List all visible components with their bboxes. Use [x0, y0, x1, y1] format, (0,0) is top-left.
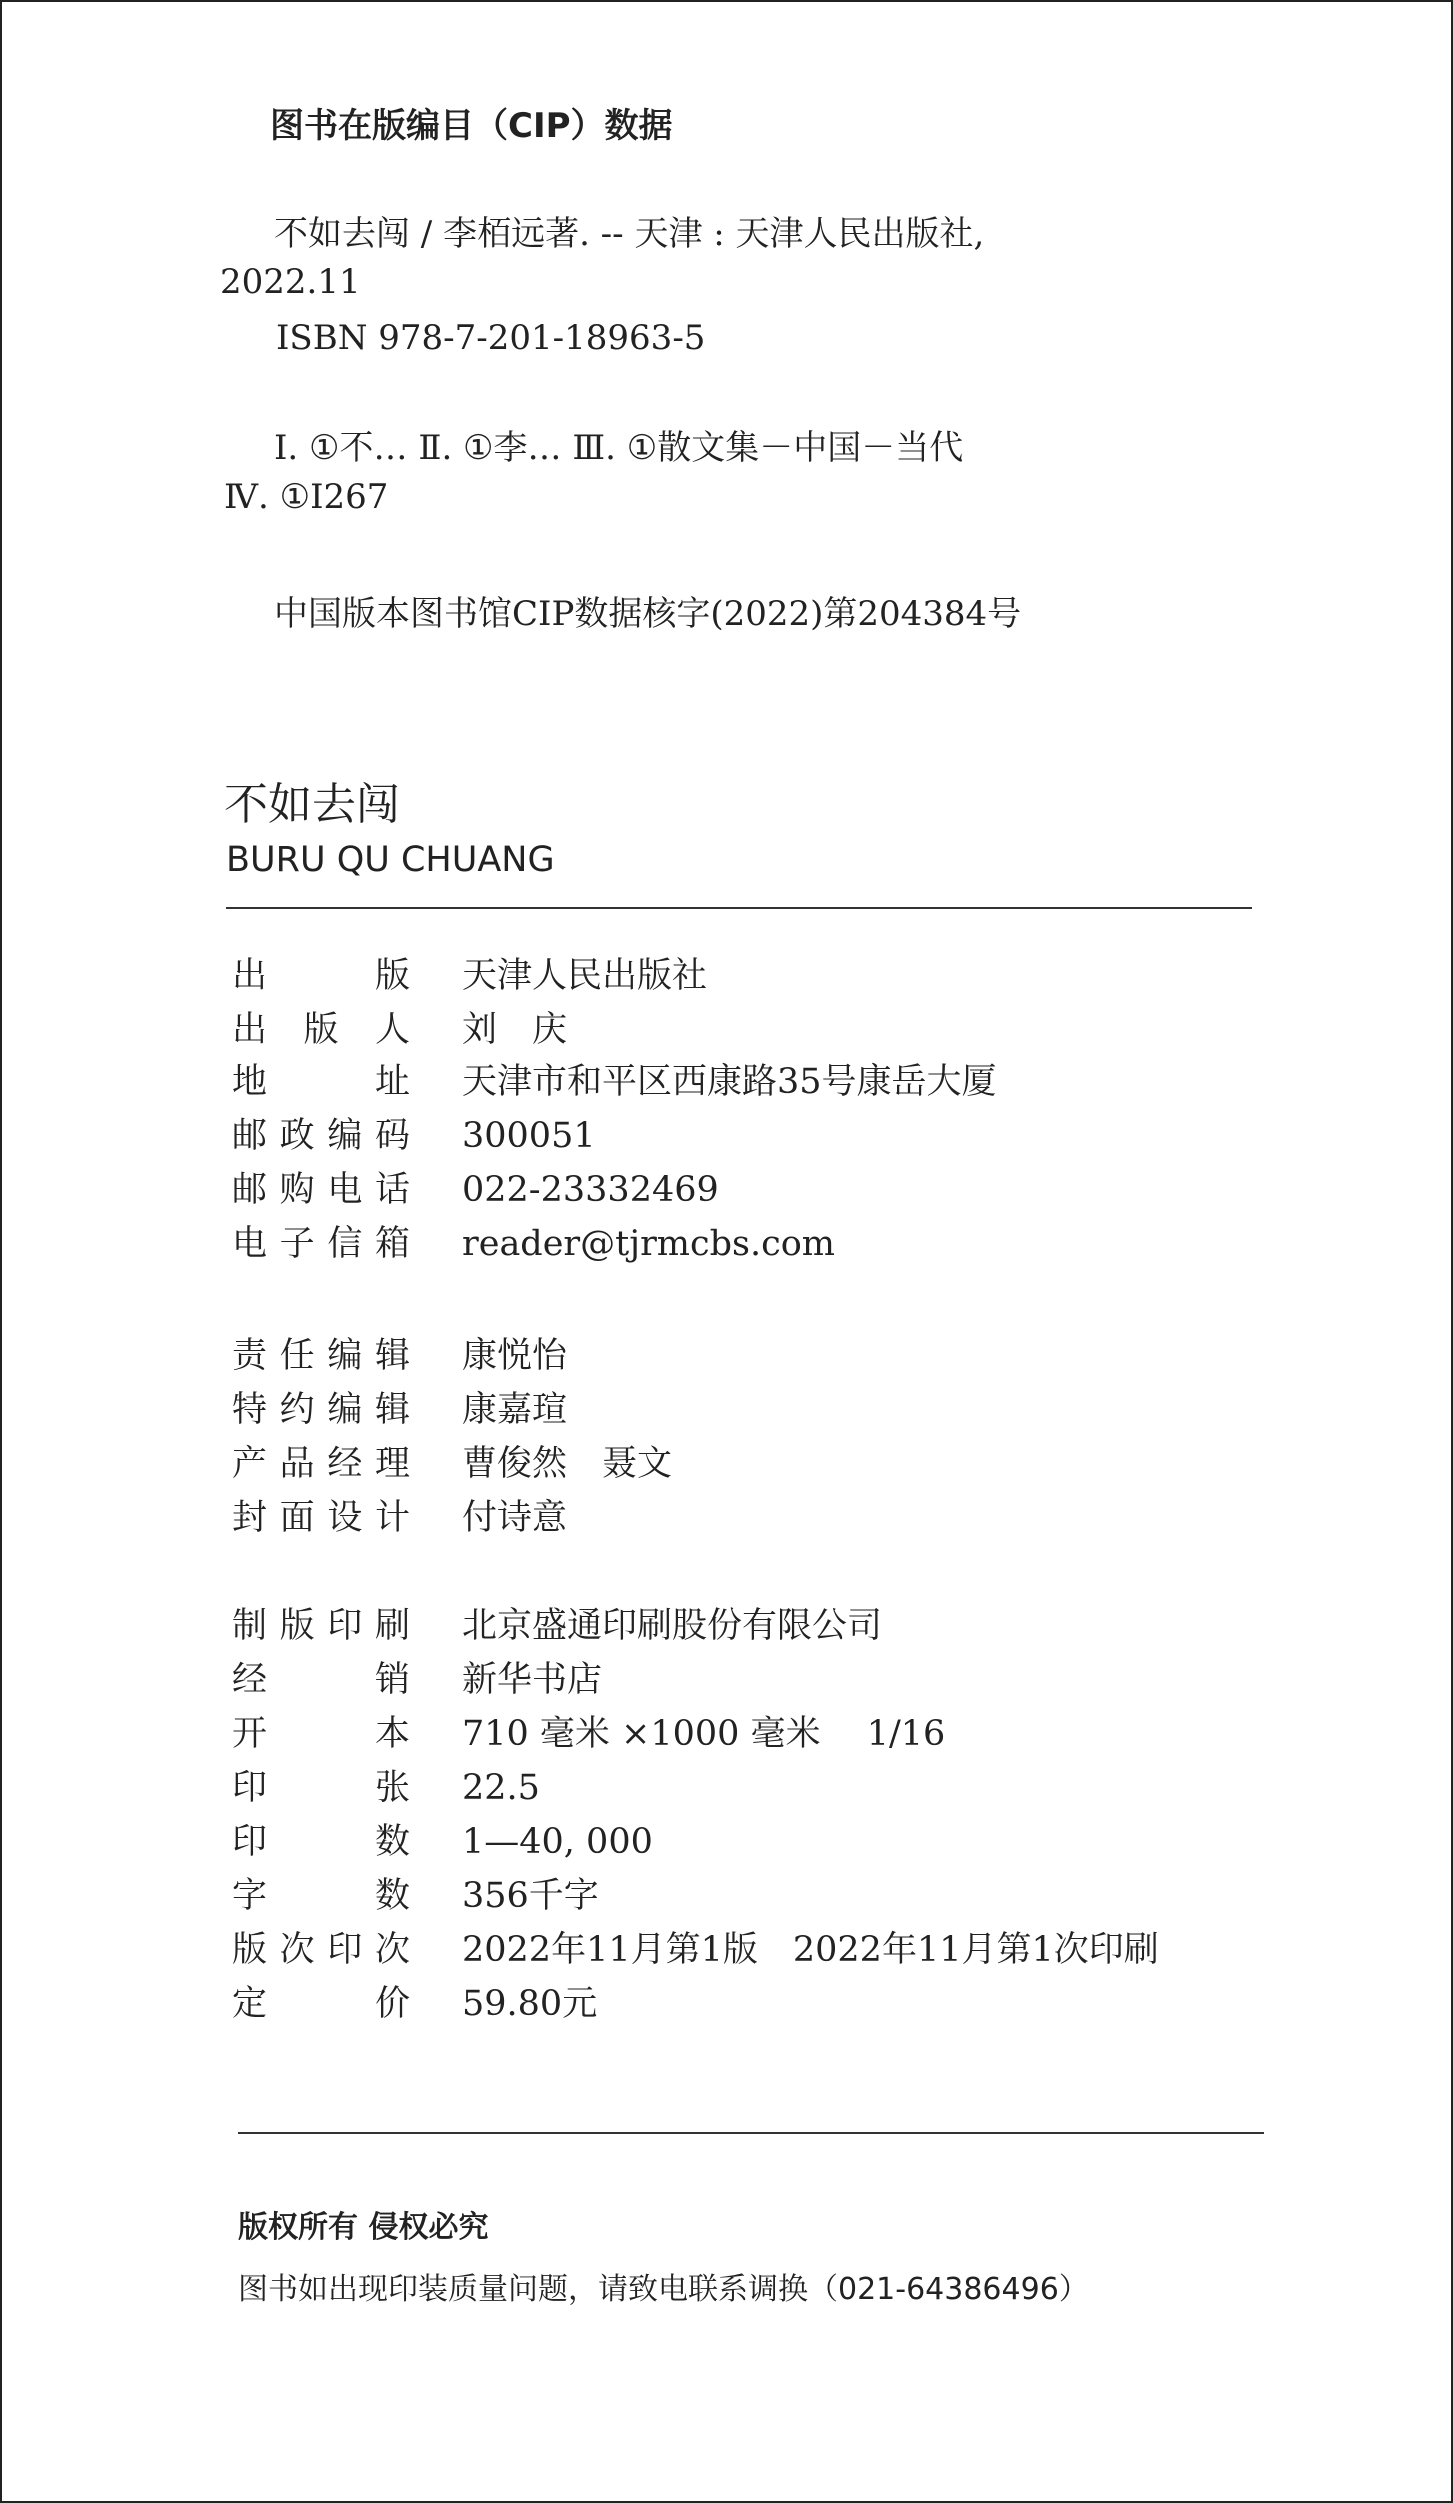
info-value: 新华书店	[462, 1660, 603, 1700]
info-label: 制版印刷	[232, 1606, 410, 1646]
book-title: 不如去闯	[224, 779, 400, 830]
info-label: 邮购电话	[232, 1170, 410, 1210]
cip-heading: 图书在版编目（CIP）数据	[270, 106, 673, 146]
info-row	[232, 1868, 599, 1918]
info-value: 刘 庆	[462, 1010, 568, 1050]
info-row	[232, 1598, 882, 1648]
info-value: 022-23332469	[462, 1170, 719, 1210]
divider	[226, 907, 1252, 909]
info-label: 字 数	[232, 1876, 410, 1916]
info-label: 印 数	[232, 1822, 410, 1862]
info-label: 定 价	[232, 1984, 410, 2024]
info-row	[232, 1328, 567, 1378]
info-row	[232, 1054, 997, 1104]
info-label: 产品经理	[232, 1444, 410, 1484]
info-value: reader@tjrmcbs.com	[462, 1224, 835, 1264]
info-label: 出 版	[232, 956, 410, 996]
cip-classification: Ⅰ. ①不… Ⅱ. ①李… Ⅲ. ①散文集－中国－当代	[274, 428, 964, 468]
info-row	[232, 1652, 602, 1702]
info-label: 印 张	[232, 1768, 410, 1808]
info-value: 710 毫米 ×1000 毫米 1/16	[462, 1714, 946, 1754]
info-label: 开 本	[232, 1714, 410, 1754]
info-value: 天津市和平区西康路35号康岳大厦	[462, 1062, 997, 1102]
info-value: 1—40, 000	[462, 1822, 653, 1862]
rights-statement: 版权所有 侵权必究	[238, 2210, 489, 2245]
info-label: 版次印次	[232, 1930, 410, 1970]
info-label: 出版人	[232, 1010, 410, 1050]
book-pinyin: BURU QU CHUANG	[226, 840, 555, 880]
info-value: 59.80元	[462, 1984, 598, 2024]
info-row	[232, 1922, 1159, 1972]
info-row	[232, 1436, 672, 1486]
info-value: 356千字	[462, 1876, 599, 1916]
cip-isbn: ISBN 978-7-201-18963-5	[276, 318, 706, 358]
info-value: 2022年11月第1版 2022年11月第1次印刷	[462, 1930, 1159, 1970]
info-row	[232, 1002, 567, 1052]
info-row	[232, 948, 707, 998]
cip-date: 2022.11	[220, 262, 361, 302]
info-row	[232, 1760, 540, 1810]
info-label: 特约编辑	[232, 1390, 410, 1430]
info-value: 22.5	[462, 1768, 540, 1808]
cip-classification-cont: Ⅳ. ①I267	[224, 477, 389, 517]
info-label: 电子信箱	[232, 1224, 410, 1264]
info-row	[232, 1976, 597, 2026]
info-label: 邮政编码	[232, 1116, 410, 1156]
quality-notice: 图书如出现印装质量问题，请致电联系调换（021-64386496）	[238, 2272, 1089, 2307]
info-row	[232, 1216, 835, 1266]
cip-title-line: 不如去闯 / 李栢远著. -- 天津 : 天津人民出版社,	[274, 214, 985, 254]
info-label: 封面设计	[232, 1498, 410, 1538]
info-row	[232, 1490, 567, 1540]
info-value: 康悦怡	[462, 1336, 568, 1376]
cip-verification: 中国版本图书馆CIP数据核字(2022)第204384号	[274, 594, 1022, 634]
info-value: 北京盛通印刷股份有限公司	[462, 1606, 883, 1646]
info-value: 曹俊然 聂文	[462, 1444, 673, 1484]
info-label: 地 址	[232, 1062, 410, 1102]
info-row	[232, 1382, 567, 1432]
info-label: 经 销	[232, 1660, 410, 1700]
info-value: 300051	[462, 1116, 596, 1156]
info-row	[232, 1706, 945, 1756]
info-value: 天津人民出版社	[462, 956, 708, 996]
divider	[238, 2132, 1264, 2134]
info-value: 付诗意	[462, 1498, 568, 1538]
info-row	[232, 1814, 653, 1864]
info-row	[232, 1162, 719, 1212]
info-row	[232, 1108, 596, 1158]
info-label: 责任编辑	[232, 1336, 410, 1376]
info-value: 康嘉瑄	[462, 1390, 568, 1430]
